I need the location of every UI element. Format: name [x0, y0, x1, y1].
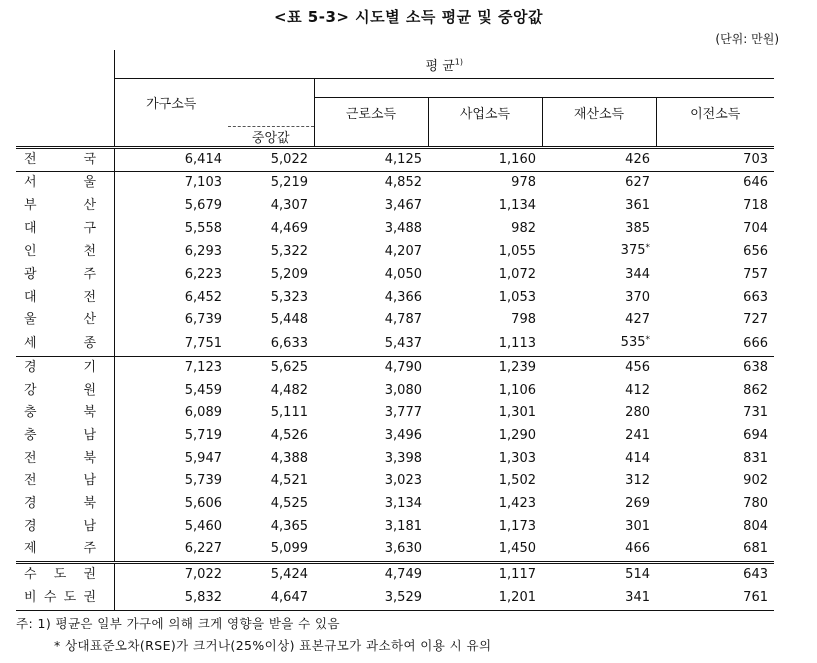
labor-value: 3,630 — [384, 541, 422, 557]
median-value: 5,448 — [270, 312, 308, 328]
region-cell — [16, 516, 114, 539]
header-business-income: 사업소득 — [428, 98, 542, 127]
table-row — [16, 538, 774, 562]
region-char: 도 — [63, 589, 77, 605]
region-char: 전 — [83, 289, 96, 305]
labor-value: 4,207 — [384, 243, 422, 259]
property-value: 312 — [625, 473, 650, 489]
business-value: 1,160 — [428, 147, 542, 172]
business-value: 1,053 — [498, 289, 536, 305]
transfer-value: 780 — [743, 496, 768, 512]
business-value: 798 — [511, 312, 536, 328]
transfer-value: 831 — [743, 450, 768, 466]
table-row — [16, 425, 774, 448]
region-cell — [16, 172, 114, 195]
region-char: 도 — [53, 567, 67, 583]
business-value: 1,239 — [428, 356, 542, 379]
transfer-value: 731 — [743, 405, 768, 421]
table-row — [16, 172, 774, 195]
footnote-2: * 상대표준오차(RSE)가 크거나(25%이상) 표본규모가 과소하여 이용 시 유의 — [54, 638, 492, 653]
median-value: 5,022 — [228, 147, 314, 172]
household-value: 6,223 — [184, 267, 222, 283]
table-body — [16, 147, 774, 610]
region-char: 종 — [83, 335, 96, 351]
transfer-value: 902 — [743, 473, 768, 489]
region-char: 충 — [24, 405, 37, 421]
transfer-value: 681 — [743, 541, 768, 557]
region-cell — [16, 240, 114, 264]
business-value: 1,303 — [498, 450, 536, 466]
transfer-value: 638 — [656, 356, 774, 379]
business-value: 1,117 — [428, 563, 542, 587]
region-char: 국 — [83, 151, 96, 167]
labor-value: 4,852 — [314, 172, 428, 195]
table-row — [16, 356, 774, 379]
table-row — [16, 147, 774, 172]
region-char: 세 — [24, 335, 37, 351]
household-value: 6,452 — [184, 289, 222, 305]
header-labor-income: 근로소득 — [314, 98, 428, 127]
household-value: 7,103 — [114, 172, 228, 195]
median-value: 5,322 — [270, 243, 308, 259]
median-value: 4,307 — [270, 197, 308, 213]
property-value: 514 — [542, 563, 656, 587]
region-char: 전 — [24, 151, 37, 167]
region-cell — [16, 195, 114, 218]
region-char: 서 — [24, 175, 37, 191]
region-cell — [16, 287, 114, 310]
median-value: 4,469 — [270, 220, 308, 236]
property-value: 344 — [625, 267, 650, 283]
rse-mark: * — [645, 243, 650, 254]
property-value: 427 — [625, 312, 650, 328]
region-cell — [16, 264, 114, 287]
household-value: 5,558 — [184, 220, 222, 236]
income-table — [16, 50, 774, 611]
table-row — [16, 470, 774, 493]
region-char: 북 — [83, 405, 96, 421]
household-value: 6,739 — [184, 312, 222, 328]
region-char: 광 — [24, 267, 37, 283]
transfer-value: 704 — [743, 220, 768, 236]
median-value: 4,482 — [270, 382, 308, 398]
business-value: 1,055 — [498, 243, 536, 259]
property-value: 370 — [625, 289, 650, 305]
region-char: 제 — [24, 541, 37, 557]
business-value: 1,201 — [428, 587, 542, 610]
business-value: 1,106 — [498, 382, 536, 398]
median-value: 4,388 — [270, 450, 308, 466]
property-value: 301 — [625, 518, 650, 534]
household-value: 6,293 — [184, 243, 222, 259]
property-value: 361 — [625, 197, 650, 213]
region-cell — [16, 538, 114, 562]
median-value: 5,219 — [228, 172, 314, 195]
region-char: 경 — [24, 518, 37, 534]
table-row — [16, 332, 774, 356]
region-char: 천 — [83, 243, 96, 259]
table-title: <표 5-3> 시도별 소득 평균 및 중앙값 — [274, 8, 543, 26]
region-char: 주 — [83, 267, 96, 283]
table-row — [16, 287, 774, 310]
household-value: 7,751 — [184, 335, 222, 351]
region-cell — [16, 563, 114, 587]
labor-value: 4,749 — [314, 563, 428, 587]
region-char: 전 — [24, 450, 37, 466]
region-char: 강 — [24, 382, 37, 398]
header-transfer-income: 이전소득 — [656, 98, 774, 127]
region-char: 대 — [24, 289, 37, 305]
business-value: 978 — [428, 172, 542, 195]
region-cell — [16, 493, 114, 516]
region-char: 비 — [24, 589, 37, 605]
table-row — [16, 402, 774, 425]
region-char: 북 — [83, 450, 96, 466]
region-char: 남 — [83, 473, 96, 489]
labor-value: 5,437 — [384, 335, 422, 351]
region-cell — [16, 402, 114, 425]
labor-value: 3,181 — [384, 518, 422, 534]
household-value: 5,739 — [184, 473, 222, 489]
median-value: 4,521 — [270, 473, 308, 489]
region-char: 산 — [83, 197, 96, 213]
median-value: 5,323 — [270, 289, 308, 305]
transfer-value: 643 — [656, 563, 774, 587]
transfer-value: 663 — [743, 289, 768, 305]
property-value: 385 — [625, 220, 650, 236]
header-average: 평 균$^{1)}$ — [114, 50, 774, 79]
labor-value: 3,023 — [384, 473, 422, 489]
labor-value: 4,366 — [384, 289, 422, 305]
transfer-value: 694 — [743, 427, 768, 443]
transfer-value: 703 — [656, 147, 774, 172]
table-row — [16, 240, 774, 264]
header-corner — [16, 50, 114, 147]
business-value: 1,173 — [498, 518, 536, 534]
business-value: 1,450 — [498, 541, 536, 557]
table-row — [16, 309, 774, 332]
region-cell — [16, 309, 114, 332]
region-cell — [16, 356, 114, 379]
transfer-value: 804 — [743, 518, 768, 534]
median-value: 4,526 — [270, 427, 308, 443]
region-char: 북 — [83, 496, 96, 512]
table-row — [16, 195, 774, 218]
property-value: 627 — [542, 172, 656, 195]
property-value: 269 — [625, 496, 650, 512]
labor-value: 4,050 — [384, 267, 422, 283]
transfer-value: 757 — [743, 267, 768, 283]
household-value: 6,227 — [184, 541, 222, 557]
region-char: 남 — [83, 518, 96, 534]
labor-value: 3,496 — [384, 427, 422, 443]
footnote-1: 주: 1) 평균은 일부 가구에 의해 크게 영향을 받을 수 있음 — [16, 616, 340, 631]
household-value: 7,022 — [114, 563, 228, 587]
labor-value: 3,080 — [384, 382, 422, 398]
labor-value: 3,398 — [384, 450, 422, 466]
region-cell — [16, 147, 114, 172]
table-row — [16, 563, 774, 587]
labor-value: 4,787 — [384, 312, 422, 328]
median-value: 5,111 — [270, 405, 308, 421]
household-value: 5,606 — [184, 496, 222, 512]
business-value: 1,301 — [498, 405, 536, 421]
property-value: 414 — [625, 450, 650, 466]
property-value: 412 — [625, 382, 650, 398]
region-cell — [16, 470, 114, 493]
region-char: 수 — [43, 589, 57, 605]
property-value: 466 — [625, 541, 650, 557]
labor-value: 4,790 — [314, 356, 428, 379]
household-value: 5,719 — [184, 427, 222, 443]
business-value: 1,502 — [498, 473, 536, 489]
region-char: 수 — [24, 567, 37, 583]
table-row — [16, 493, 774, 516]
household-value: 5,947 — [184, 450, 222, 466]
median-value: 5,209 — [270, 267, 308, 283]
unit-label: (단위: 만원) — [715, 32, 779, 46]
household-value: 6,089 — [184, 405, 222, 421]
transfer-value: 646 — [656, 172, 774, 195]
rse-mark: * — [645, 335, 650, 346]
labor-value: 3,529 — [314, 587, 428, 610]
household-value: 5,679 — [184, 197, 222, 213]
business-value: 1,290 — [498, 427, 536, 443]
region-char: 경 — [24, 496, 37, 512]
header-median: 중앙값 — [228, 126, 314, 147]
header-household-income: 가구소득 — [146, 96, 197, 112]
median-value: 4,365 — [270, 518, 308, 534]
median-value: 5,424 — [228, 563, 314, 587]
business-value: 1,072 — [498, 267, 536, 283]
header-property-income: 재산소득 — [542, 98, 656, 127]
table-row — [16, 264, 774, 287]
region-cell — [16, 380, 114, 403]
region-cell — [16, 448, 114, 471]
table-row — [16, 587, 774, 610]
region-char: 주 — [83, 541, 96, 557]
labor-value: 3,777 — [384, 405, 422, 421]
region-cell — [16, 587, 114, 610]
household-value: 5,460 — [184, 518, 222, 534]
region-cell — [16, 425, 114, 448]
property-value: 241 — [625, 427, 650, 443]
region-char: 남 — [83, 427, 96, 443]
transfer-value: 656 — [743, 243, 768, 259]
region-char: 전 — [24, 473, 37, 489]
region-char: 기 — [83, 359, 96, 375]
median-value: 6,633 — [270, 335, 308, 351]
table-row — [16, 448, 774, 471]
region-char: 인 — [24, 243, 37, 259]
region-char: 경 — [24, 359, 37, 375]
labor-value: 4,125 — [314, 147, 428, 172]
business-value: 1,423 — [498, 496, 536, 512]
business-value: 982 — [511, 220, 536, 236]
property-value: 375* — [620, 243, 650, 259]
property-value: 456 — [542, 356, 656, 379]
transfer-value: 718 — [743, 197, 768, 213]
household-value: 5,832 — [114, 587, 228, 610]
region-char: 권 — [83, 589, 96, 605]
property-value: 426 — [542, 147, 656, 172]
region-char: 대 — [24, 220, 37, 236]
property-value: 341 — [542, 587, 656, 610]
region-char: 권 — [83, 567, 96, 583]
table-row — [16, 516, 774, 539]
median-value: 4,525 — [270, 496, 308, 512]
region-char: 원 — [83, 382, 96, 398]
table-row — [16, 380, 774, 403]
region-cell — [16, 332, 114, 356]
region-char: 산 — [83, 312, 96, 328]
table-row — [16, 218, 774, 241]
transfer-value: 862 — [743, 382, 768, 398]
region-char: 부 — [24, 197, 37, 213]
labor-value: 3,134 — [384, 496, 422, 512]
labor-value: 3,488 — [384, 220, 422, 236]
region-char: 구 — [83, 220, 96, 236]
household-value: 6,414 — [114, 147, 228, 172]
region-char: 울 — [83, 175, 96, 191]
region-cell — [16, 218, 114, 241]
region-char: 충 — [24, 427, 37, 443]
median-value: 5,625 — [228, 356, 314, 379]
median-value: 4,647 — [228, 587, 314, 610]
household-value: 5,459 — [184, 382, 222, 398]
household-value: 7,123 — [114, 356, 228, 379]
transfer-value: 761 — [656, 587, 774, 610]
business-value: 1,134 — [498, 197, 536, 213]
property-value: 280 — [625, 405, 650, 421]
transfer-value: 727 — [743, 312, 768, 328]
property-value: 535* — [620, 335, 650, 351]
business-value: 1,113 — [498, 335, 536, 351]
transfer-value: 666 — [743, 335, 768, 351]
labor-value: 3,467 — [384, 197, 422, 213]
median-value: 5,099 — [270, 541, 308, 557]
region-char: 울 — [24, 312, 37, 328]
